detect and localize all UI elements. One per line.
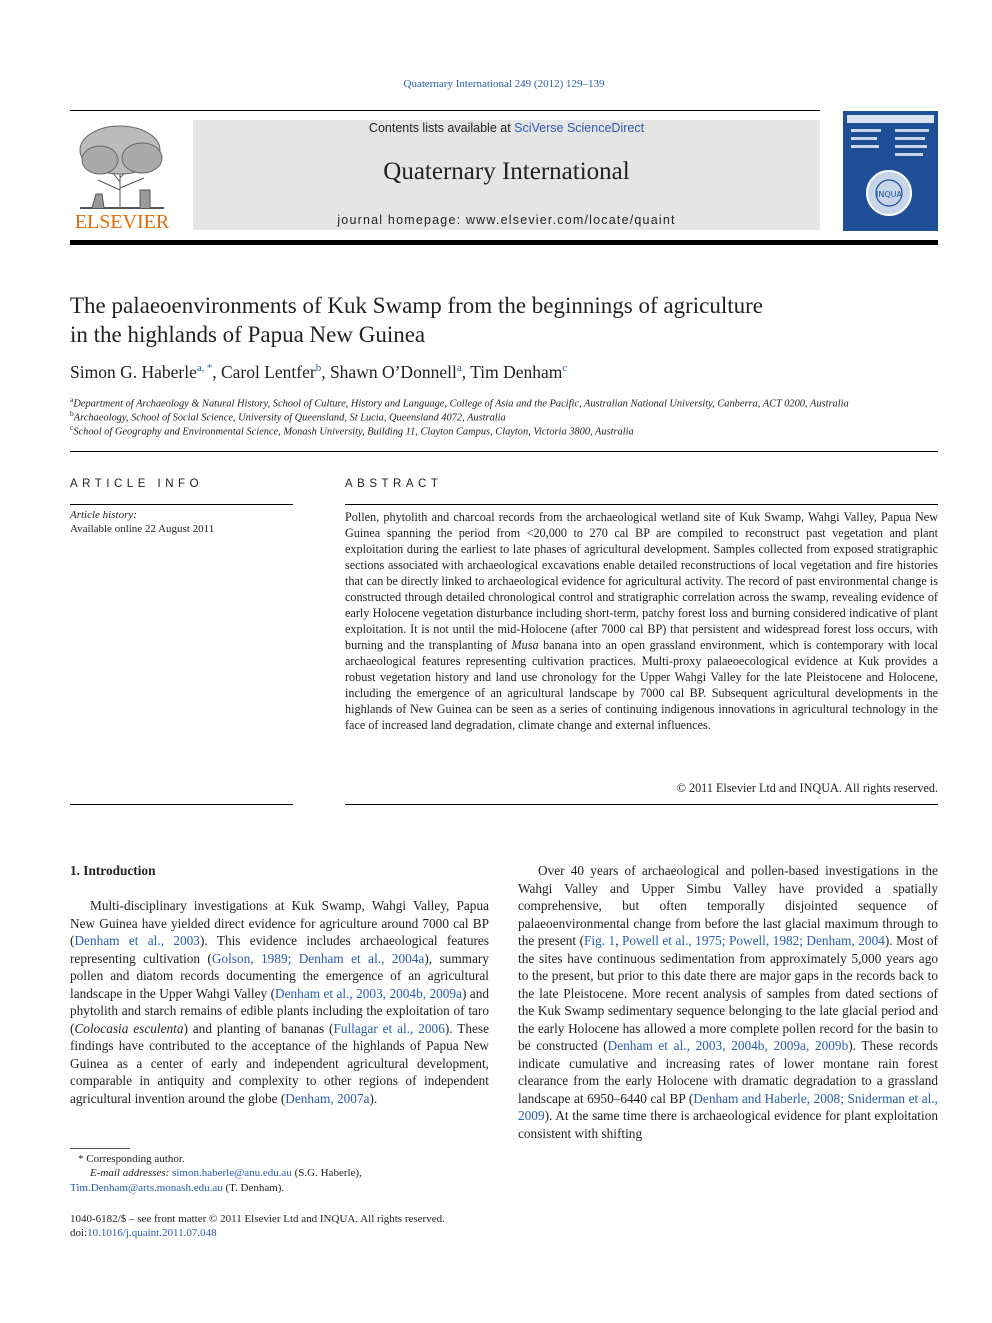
elsevier-tree-icon	[70, 120, 174, 232]
email-addresses: E-mail addresses: simon.haberle@anu.edu.au (S.G. Haberle), Tim.Denham@arts.monash.edu.au (T. Denham).	[70, 1167, 362, 1194]
article-info-rule	[70, 504, 293, 505]
elsevier-logo	[70, 120, 174, 232]
citation-link[interactable]: Golson, 1989; Denham et al., 2004a	[211, 950, 425, 966]
citation-link[interactable]: Denham and Haberle, 2008; Sniderman et al., 2009	[518, 1090, 938, 1123]
citation-link[interactable]: Powell et al., 1975; Powell, 1982; Denham, 2004	[622, 933, 885, 948]
article-info-heading: ARTICLE INFO	[70, 478, 204, 490]
article-title	[70, 291, 950, 349]
abstract-bottom-rule	[345, 804, 938, 805]
author[interactable]: Carol Lentfer$^b$,	[220, 362, 330, 382]
journal-homepage	[193, 213, 820, 227]
introduction-paragraph-1: Multi-disciplinary investigations at Kuk Swamp, Wahgi Valley, Papua New Guinea have yielded direct evidence for agriculture around 7000 cal BP (Denham et al., 2003). This evidence includes archaeological features representing cultivation (Golson, 1989; Denham et al., 2004a), summary pollen and diatom records documenting the emergence of an agricultural landscape in the Upper Wahgi Valley (Denham et al., 2003, 2004b, 2009a) and phytolith and starch remains of edible plants including the exploitation of taro (Colocasia esculenta) and planting of bananas (Fullagar et al., 2006). These findings have contributed to the acceptance of the highlands of Papua New Guinea as a center of early and independent agricultural development, comparable in antiquity and complexity to other regions of independent agricultural invention around the globe (Denham, 2007a).	[70, 898, 489, 1106]
doi-link[interactable]: 10.1016/j.quaint.2011.07.048	[87, 1227, 217, 1239]
header-thick-rule	[70, 240, 938, 245]
email-link-haberle[interactable]: simon.haberle@anu.edu.au	[172, 1167, 292, 1179]
article-info-bottom-rule	[70, 804, 293, 805]
contents-line	[193, 121, 820, 135]
svg-text:ELSEVIER: ELSEVIER	[74, 211, 170, 232]
italic-term: Colocasia esculenta	[74, 1020, 184, 1036]
sciencedirect-link[interactable]: SciVerse ScienceDirect	[514, 121, 645, 135]
abstract-heading: ABSTRACT	[345, 478, 443, 490]
citation-link[interactable]: Fullagar et al., 2006	[333, 1020, 445, 1036]
author[interactable]: Simon G. Haberle$^{a, *}$,	[70, 362, 221, 382]
journal-reference[interactable]: Quaternary International 249 (2012) 129–139	[403, 78, 605, 90]
citation-link[interactable]: Denham et al., 2003, 2004b, 2009a, 2009b	[607, 1038, 849, 1053]
footnote-rule	[70, 1148, 130, 1149]
citation-link[interactable]: Fig. 1	[584, 933, 616, 948]
corresponding-author-note: * Corresponding author.	[78, 1153, 185, 1165]
article-title-line-1: The palaeoenvironments of Kuk Swamp from the beginnings of agriculture	[70, 293, 764, 318]
cover-art-icon	[843, 111, 938, 231]
author[interactable]: Tim Denham$^c$	[470, 362, 568, 382]
email-link-denham[interactable]: Tim.Denham@arts.monash.edu.au	[70, 1182, 223, 1194]
affiliation-c: $^c$School of Geography and Environmental Science, Monash University, Building 11, Clayton Campus, Clayton, Victoria 3800, Australia	[70, 423, 634, 438]
citation-link[interactable]: Denham, 2007a	[285, 1090, 370, 1106]
abstract-text: Pollen, phytolith and charcoal records from the archaeological wetland site of Kuk Swamp, Wahgi Valley, Papua New Guinea spanning the period from <20,000 to 270 cal BP are compiled to reconstruct past vegetation and plant exploitation during the earliest to late phases of agricultural development. Samples collected from exposed stratigraphic sections associated with archaeological excavations enable detailed reconstructions of local vegetation and fire histories that can be directly linked to archaeological evidence for agricultural activity. The record of past environmental change is constructed through detailed chronological control and stratigraphic correlation across the swamp, revealing evidence of early Holocene vegetation disturbance including short-term, patchy forest loss and burning considered indicative of plant exploitation. It is not until the mid-Holocene (after 7000 cal BP) that persistent and widespread forest loss occurs, with burning and the transplanting of Musa banana into an open grassland environment, which is contemporary with local archaeological features representing cultivation practices. Multi-proxy palaeoecological evidence at Kuk provides a robust vegetation history and land use chronology for the Upper Wahgi Valley for the late Pleistocene and Holocene, including the emergence of an agricultural landscape by 7000 cal BP. Subsequent agricultural developments in the highlands of New Guinea can be seen as a series of continuing indigenous innovations in agricultural technology in the face of increased land degradation, climate change and external influences.	[345, 510, 938, 732]
author[interactable]: Shawn O’Donnell$^a$,	[329, 362, 471, 382]
abstract-rule	[345, 504, 938, 505]
body-column-right	[518, 862, 938, 1198]
available-online: Available online 22 August 2011	[70, 523, 215, 535]
introduction-paragraph-2: Over 40 years of archaeological and pollen-based investigations in the Wahgi Valley and Upper Simbu Valley have provided a spatially comprehensive, but often temporally disjointed sequence of palaeoenvironmental change from before the last glacial maximum through to the present (Fig. 1, Powell et al., 1975; Powell, 1982; Denham, 2004). Most of the sites have continuous sedimentation from approximately 5,000 years ago to the present, but prior to this date there are major gaps in the records back to the late Pleistocene. More recent analysis of samples from dated sections of the Kuk Swamp sedimentary sequence belonging to the late glacial period and the early Holocene has allowed a more complete pollen record for the basin to be constructed (Denham et al., 2003, 2004b, 2009a, 2009b). These records indicate cumulative and increasing rates of lower montane rain forest clearance from the early Holocene with dramatic degradation to a grassland landscape at 6950–6440 cal BP (Denham and Haberle, 2008; Sniderman et al., 2009). At the same time there is archaeological evidence for plant exploitation consistent with shifting	[518, 863, 938, 1141]
section-heading-introduction: 1. Introduction	[70, 863, 156, 878]
contents-prefix: Contents lists available at	[368, 121, 515, 135]
article-title-line-2: in the highlands of Papua New Guinea	[70, 322, 426, 347]
author-list	[70, 362, 950, 383]
svg-text:INQUA: INQUA	[876, 190, 902, 199]
homepage-url[interactable]: www.elsevier.com/locate/quaint	[465, 213, 676, 227]
affiliation-rule	[70, 451, 938, 452]
citation-link[interactable]: Denham et al., 2003, 2004b, 2009a	[275, 985, 462, 1001]
homepage-prefix: journal homepage:	[337, 213, 466, 227]
article-history-label: Article history:	[70, 509, 137, 521]
affiliation-a: $^a$Department of Archaeology & Natural History, School of Culture, History and Language, College of Asia and the Pacific, Australian National University, Canberra, ACT 0200, Australia	[70, 395, 849, 410]
abstract-copyright: © 2011 Elsevier Ltd and INQUA. All rights reserved.	[676, 781, 938, 795]
body-column-left	[70, 897, 489, 1115]
doi-line: doi:10.1016/j.quaint.2011.07.048	[70, 1227, 217, 1239]
header-rule	[70, 110, 820, 111]
body-column-right-flow	[518, 862, 938, 1142]
issn-line: 1040-6182/$ – see front matter © 2011 Elsevier Ltd and INQUA. All rights reserved.	[70, 1213, 445, 1225]
affiliation-b: $^b$Archaeology, School of Social Science, University of Queensland, St Lucia, Queensland 4072, Australia	[70, 409, 506, 424]
citation-link[interactable]: Denham et al., 2003	[74, 933, 200, 948]
journal-cover-thumbnail[interactable]	[843, 111, 938, 231]
journal-title: Quaternary International	[383, 158, 630, 185]
